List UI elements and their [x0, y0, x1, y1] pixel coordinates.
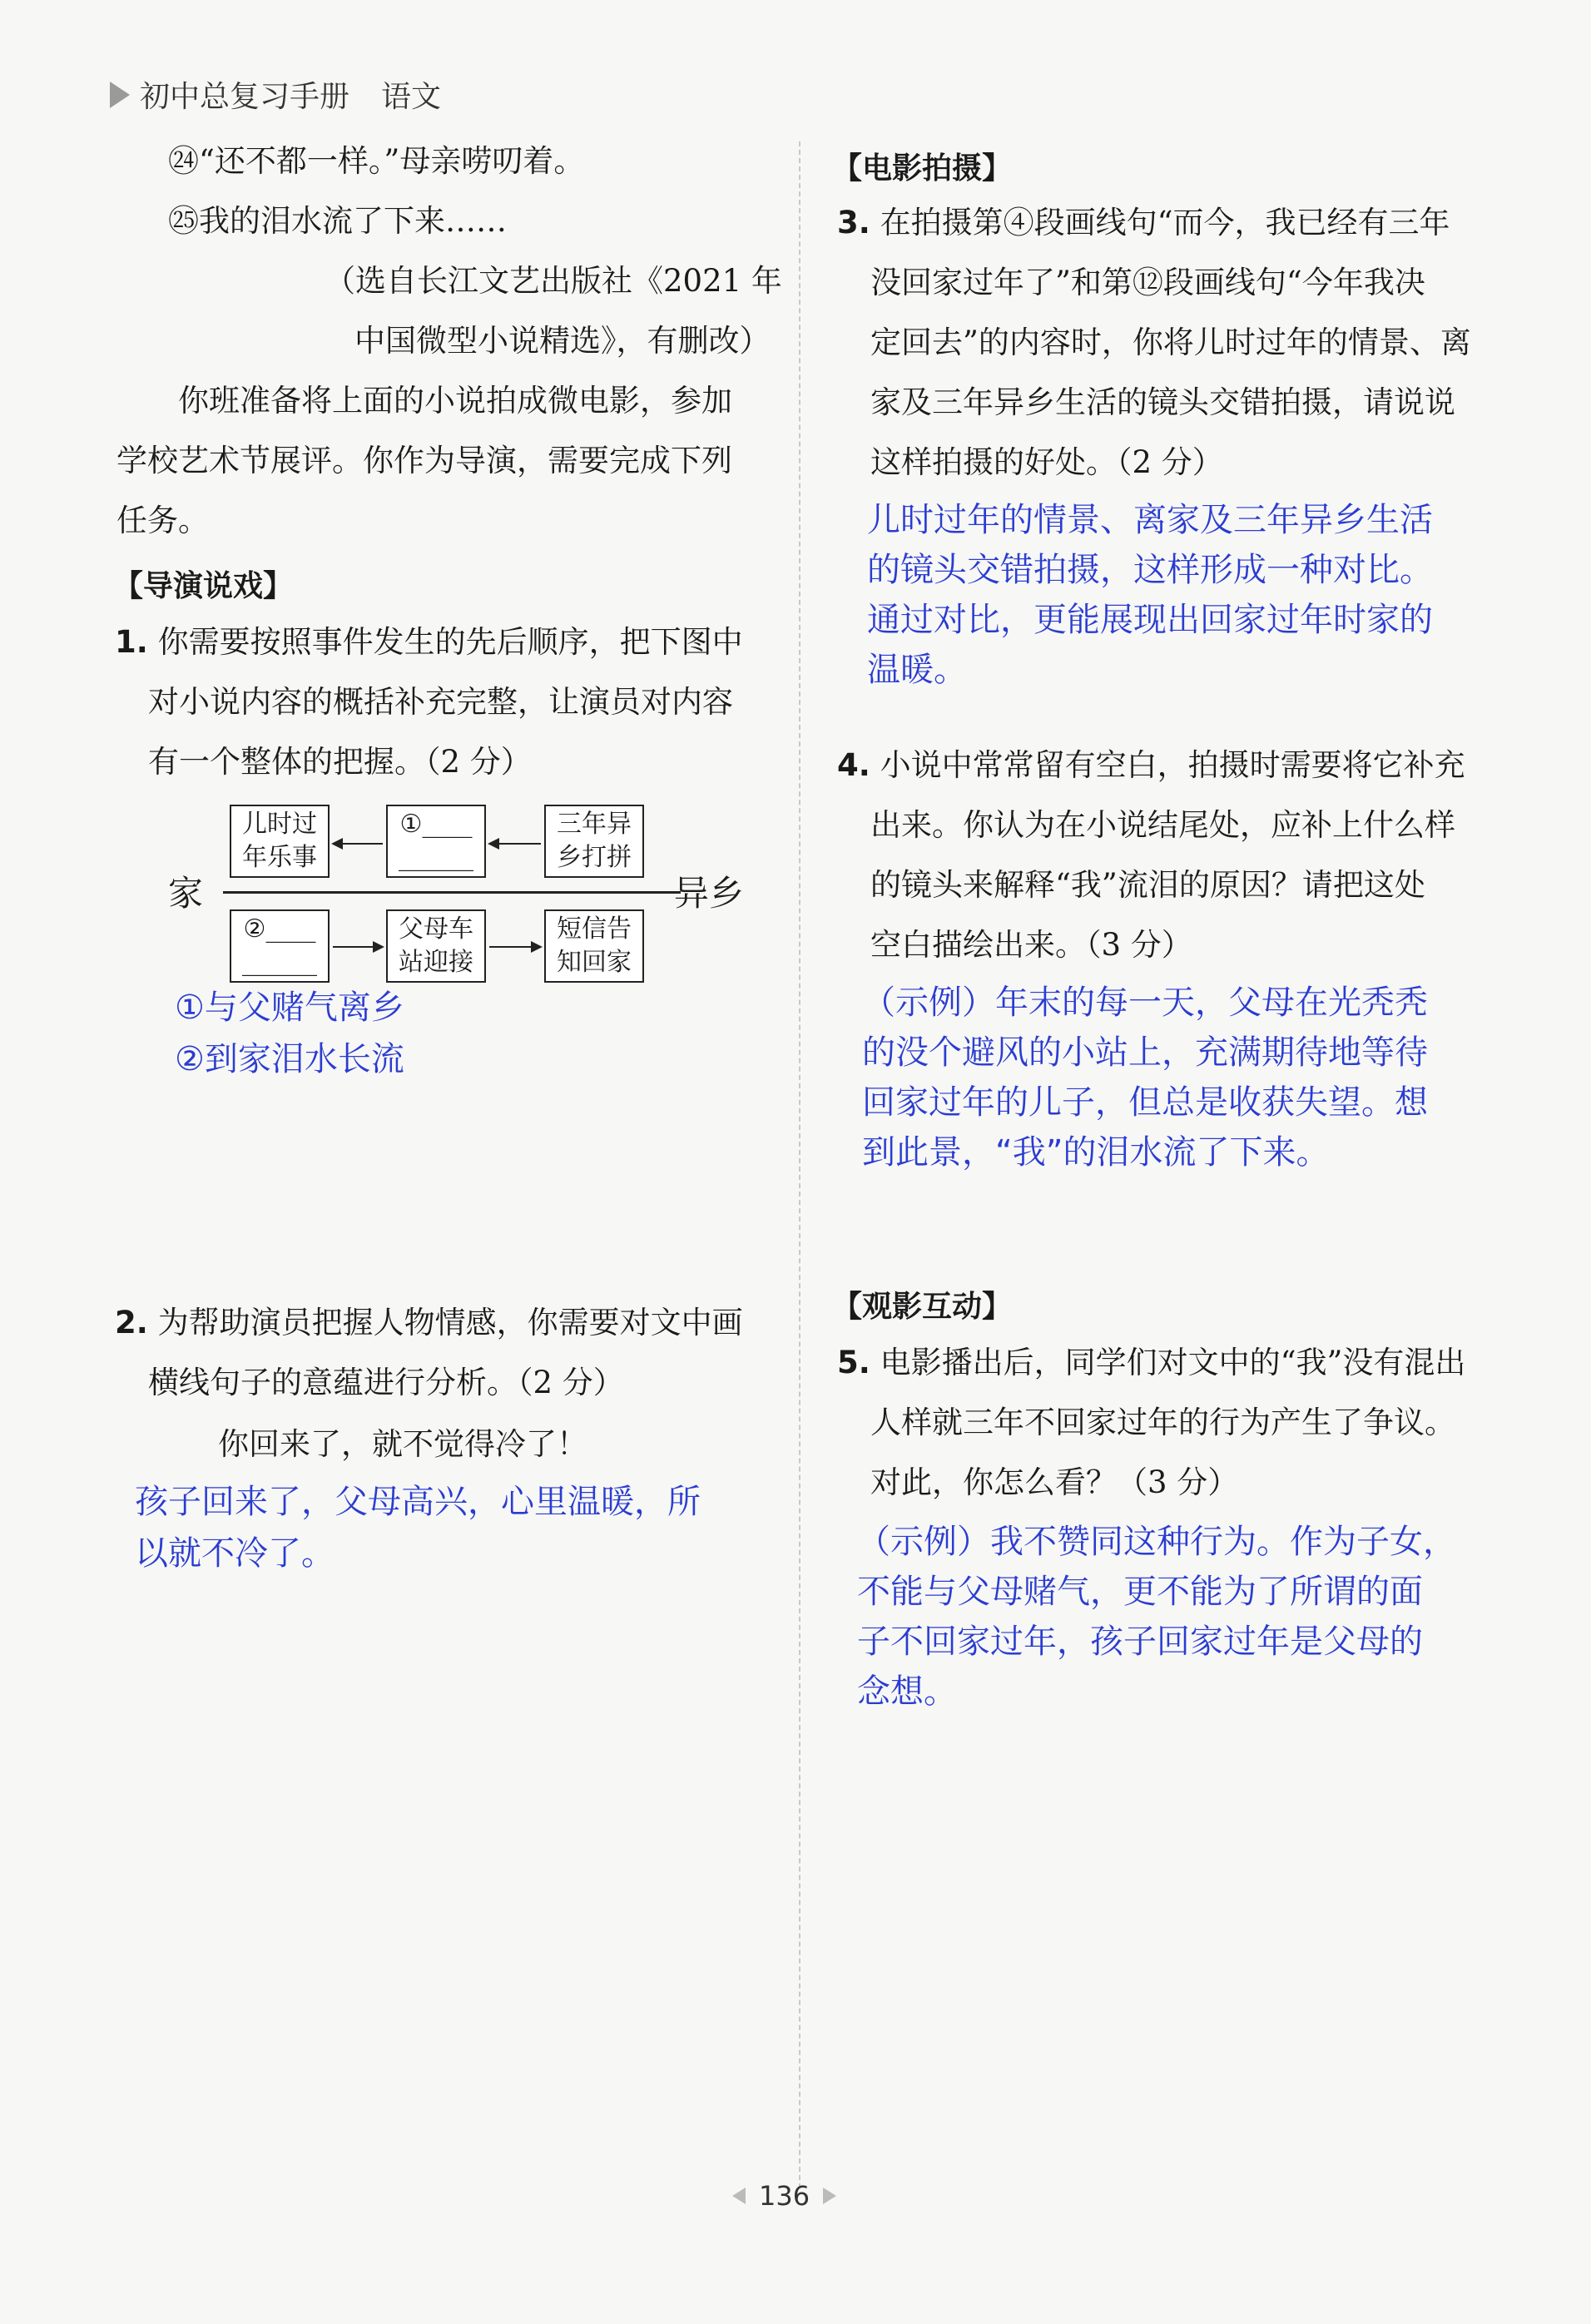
- page-footer: [732, 2180, 836, 2212]
- section-director: 【导演说戏】: [113, 569, 294, 603]
- question-3-line-1: [837, 203, 1450, 243]
- prev-triangle-icon: [732, 2188, 746, 2204]
- answer-3-line-1: 儿时过年的情景、离家及三年异乡生活: [867, 501, 1433, 539]
- box-work-line-2: 乡打拼: [557, 843, 632, 872]
- underlined-sentence: 你回来了，就不觉得冷了！: [218, 1426, 587, 1462]
- book-title: 初中总复习手册: [140, 80, 350, 114]
- arrow-to-blank-1: [489, 843, 541, 845]
- box-childhood-line-2: 年乐事: [242, 843, 317, 872]
- box-station-line-1: 父母车: [399, 914, 473, 944]
- question-1-number: 1.: [115, 624, 148, 660]
- answer-1-line-1: ①与父赌气离乡: [175, 989, 404, 1027]
- box-blank-2: [230, 909, 330, 983]
- diagram-away-label: 异乡: [674, 873, 745, 914]
- question-4-line-4: 空白描绘出来。（3 分）: [870, 927, 1192, 963]
- answer-3-line-3: 通过对比，更能展现出回家过年时家的: [867, 601, 1433, 639]
- question-3-line-3: 定回去”的内容时，你将儿时过年的情景、离: [870, 325, 1471, 360]
- question-1-line-2: 对小说内容的概括补充完整，让演员对内容: [148, 684, 733, 720]
- question-3-line-4: 家及三年异乡生活的镜头交错拍摄，请说说: [870, 384, 1455, 420]
- answer-4-line-4: 到此景，“我”的泪水流了下来。: [862, 1133, 1330, 1172]
- question-4-text-1: 小说中常常留有空白，拍摄时需要将它补充: [880, 747, 1465, 783]
- question-2-line-2: 横线句子的意蕴进行分析。（2 分）: [148, 1365, 624, 1400]
- question-5-text-1: 电影播出后，同学们对文中的“我”没有混出: [880, 1345, 1466, 1380]
- question-5-line-1: [837, 1343, 1465, 1383]
- question-4-line-2: 出来。你认为在小说结尾处，应补上什么样: [870, 807, 1455, 843]
- question-3-text-1: 在拍摄第④段画线句“而今，我已经有三年: [880, 205, 1450, 240]
- box-sms: [544, 909, 644, 983]
- answer-3-line-4: 温暖。: [867, 651, 967, 689]
- question-1-line-1: [115, 622, 743, 662]
- question-4-number: 4.: [837, 747, 870, 783]
- box-blank-1: [386, 805, 486, 878]
- box-childhood: [230, 805, 330, 878]
- answer-4-line-2: 的没个避风的小站上，充满期待地等待: [862, 1033, 1428, 1072]
- answer-4-line-1: （示例）年末的每一天，父母在光秃秃: [862, 984, 1428, 1022]
- box-blank-1-line-2: ______: [399, 843, 473, 872]
- box-childhood-line-1: 儿时过: [242, 810, 317, 839]
- source-line-1: （选自长江文艺出版社《2021 年: [325, 263, 782, 299]
- question-2-line-1: [115, 1303, 743, 1343]
- arrow-to-sms: [489, 946, 541, 948]
- answer-4-line-3: 回家过年的儿子，但总是收获失望。想: [862, 1083, 1428, 1122]
- box-station: [386, 909, 486, 983]
- answer-2-line-2: 以就不冷了。: [135, 1534, 335, 1573]
- intro-line-1: 你班准备将上面的小说拍成微电影，参加: [178, 383, 732, 419]
- question-1-text-1: 你需要按照事件发生的先后顺序，把下图中: [157, 624, 743, 660]
- answer-5-line-4: 念想。: [857, 1672, 957, 1711]
- arrow-to-station: [333, 946, 383, 948]
- paragraph-24: ㉔“还不都一样。”母亲唠叨着。: [168, 143, 585, 179]
- subject-label: 语文: [381, 80, 442, 114]
- intro-line-2: 学校艺术节展评。你作为导演，需要完成下列: [116, 443, 732, 478]
- answer-2-line-1: 孩子回来了，父母高兴，心里温暖，所: [135, 1483, 701, 1521]
- question-3-line-5: 这样拍摄的好处。（2 分）: [870, 444, 1223, 480]
- box-work-line-1: 三年异: [557, 810, 632, 839]
- source-line-2: 中国微型小说精选》，有删改）: [354, 323, 771, 359]
- box-station-line-2: 站迎接: [399, 948, 473, 977]
- intro-line-3: 任务。: [116, 503, 209, 538]
- question-5-number: 5.: [837, 1345, 870, 1380]
- paragraph-25: ㉕我的泪水流了下来……: [168, 203, 507, 239]
- answer-1-line-2: ②到家泪水长流: [175, 1040, 404, 1078]
- question-5-line-3: 对此，你怎么看？（3 分）: [870, 1464, 1239, 1500]
- answer-5-line-2: 不能与父母赌气，更不能为了所谓的面: [857, 1573, 1423, 1611]
- question-2-text-1: 为帮助演员把握人物情感，你需要对文中画: [157, 1305, 743, 1340]
- arrow-to-childhood: [333, 843, 383, 845]
- question-3-number: 3.: [837, 205, 870, 240]
- page-number: 136: [759, 2180, 810, 2212]
- box-blank-2-line-1: ②____: [243, 914, 316, 944]
- diagram-timeline: [223, 891, 681, 894]
- answer-5-line-1: （示例）我不赞同这种行为。作为子女，: [857, 1523, 1456, 1561]
- header-triangle-icon: [110, 82, 130, 108]
- box-sms-line-1: 短信告: [557, 914, 632, 944]
- column-divider: [799, 141, 800, 2188]
- question-2-number: 2.: [115, 1305, 148, 1340]
- question-3-line-2: 没回家过年了”和第⑫段画线句“今年我决: [870, 265, 1425, 300]
- section-interaction: 【观影互动】: [832, 1290, 1013, 1324]
- plot-diagram: [166, 803, 782, 986]
- page-header: [110, 73, 441, 116]
- box-sms-line-2: 知回家: [557, 948, 632, 977]
- question-5-line-2: 人样就三年不回家过年的行为产生了争议。: [870, 1405, 1455, 1440]
- question-4-line-1: [837, 746, 1465, 785]
- next-triangle-icon: [823, 2188, 836, 2204]
- box-blank-2-line-2: ______: [242, 948, 317, 977]
- question-1-line-3: 有一个整体的把握。（2 分）: [148, 744, 532, 780]
- question-4-line-3: 的镜头来解释“我”流泪的原因？请把这处: [870, 867, 1425, 903]
- section-filming: 【电影拍摄】: [832, 151, 1013, 186]
- box-blank-1-line-1: ①____: [399, 810, 473, 839]
- answer-3-line-2: 的镜头交错拍摄，这样形成一种对比。: [867, 551, 1433, 589]
- diagram-home-label: 家: [168, 873, 204, 914]
- answer-5-line-3: 子不回家过年，孩子回家过年是父母的: [857, 1623, 1423, 1661]
- box-work: [544, 805, 644, 878]
